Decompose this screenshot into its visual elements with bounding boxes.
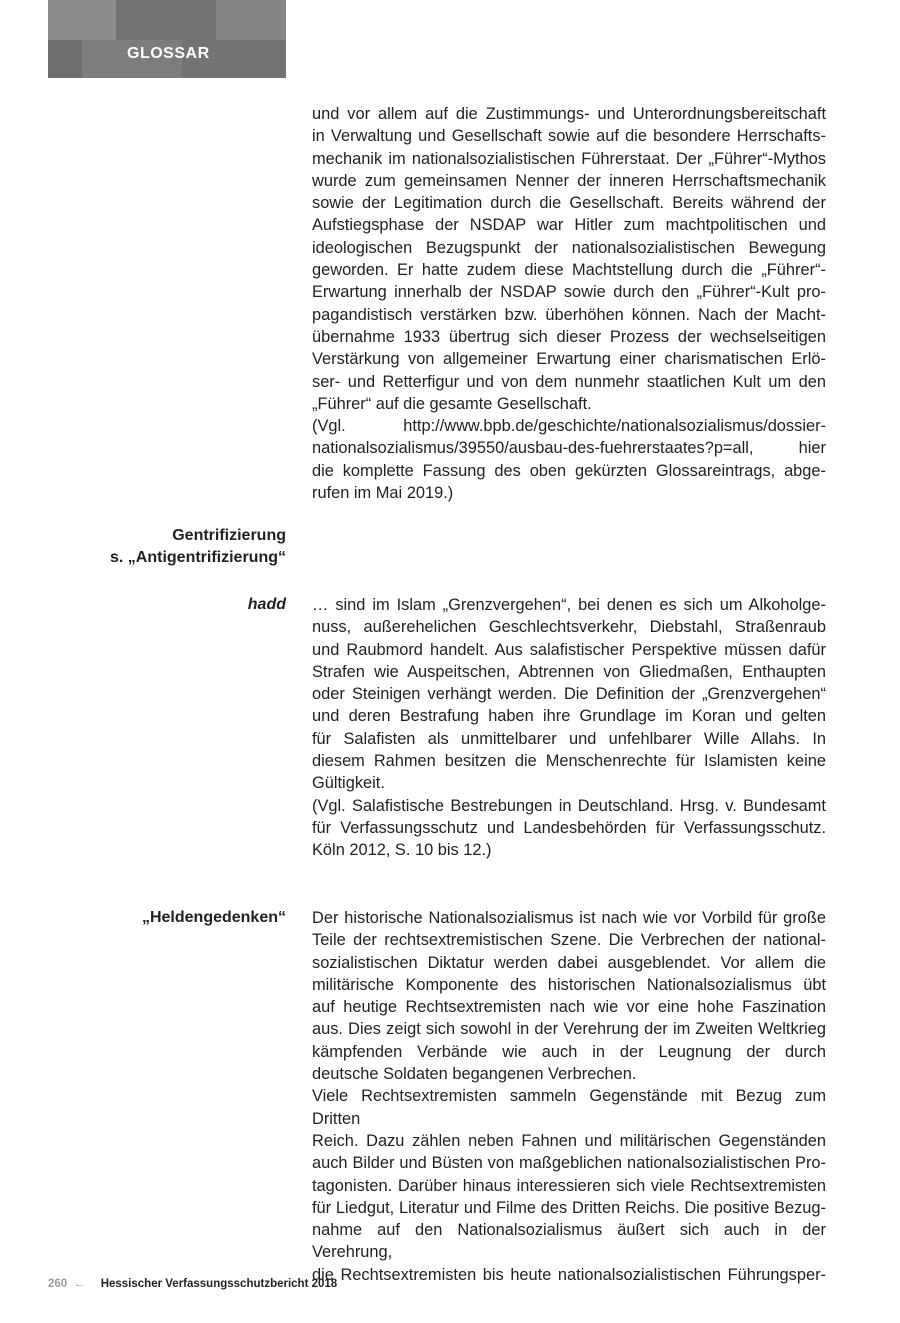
page-number: 260	[48, 1278, 68, 1290]
text-line: mechanik im nationalsozialistischen Führerstaat. Der „Führer“-Mythos	[312, 149, 826, 168]
text-line: für Salafisten als unmittelbarer und unfehlbarer Wille Allahs. In	[312, 729, 826, 748]
text-line: übernahme 1933 übertrug sich dieser Prozess der wechselseitigen	[312, 327, 826, 346]
publication-title: Hessischer Verfassungsschutzbericht 2018	[100, 1278, 338, 1290]
header-pattern-tile	[216, 0, 286, 40]
text-line: sowie der Legitimation durch die Gesellschaft. Bereits während der	[312, 194, 826, 213]
text-line: geworden. Er hatte zudem diese Machtstellung durch die „Führer“-	[312, 261, 826, 280]
text-line: Reich. Dazu zählen neben Fahnen und militärischen Gegenständen	[312, 1131, 826, 1150]
text-line: Verstärkung von allgemeiner Erwartung einer charismatischen Erlö-	[312, 350, 826, 369]
term-label: Gentrifizierung	[172, 527, 286, 544]
text-line: in Verwaltung und Gesellschaft sowie auf die besondere Herrschafts-	[312, 127, 826, 146]
header-pattern-tile	[48, 0, 116, 40]
text-line: Erwartung innerhalb der NSDAP sowie durch den „Führer“-Kult pro-	[312, 283, 826, 302]
entry-fuehrer-continuation	[312, 103, 826, 504]
text-line: rufen im Mai 2019.)	[312, 484, 454, 503]
section-title: GLOSSAR	[127, 45, 210, 62]
text-line: wurde zum gemeinsamen Nenner der inneren Herrschaftsmechanik	[312, 171, 826, 190]
term-crossref: s. „Antigentrifizierung“	[110, 549, 286, 567]
text-line: pagandistisch verstärken bzw. überhöhen können. Nach der Macht-	[312, 305, 826, 324]
text-line: die komplette Fassung des oben gekürzten Glossareintrags, abge-	[312, 461, 826, 480]
page-footer	[48, 1278, 337, 1290]
text-line: … sind im Islam „Grenzvergehen“, bei denen es sich um Alkoholge-	[312, 596, 826, 614]
header-pattern-tile	[116, 0, 216, 40]
text-line: Viele Rechtsextremisten sammeln Gegenstände mit Bezug zum Dritten	[312, 1087, 826, 1128]
text-line: „Führer“ auf die gesamte Gesellschaft.	[312, 394, 592, 413]
text-line: für Liedgut, Literatur und Filme des Dritten Reichs. Die positive Bezug-	[312, 1198, 826, 1217]
text-line: ser- und Retterfigur und von dem nunmehr staatlichen Kult um den	[312, 372, 826, 391]
glossary-term-gentrifizierung	[40, 525, 286, 570]
text-line: Aufstiegsphase der NSDAP war Hitler zum machtpolitischen und	[312, 216, 826, 235]
text-line: auf heutige Rechtsextremisten nach wie vor eine hohe Faszination	[312, 998, 826, 1017]
text-line: aus. Dies zeigt sich sowohl in der Verehrung der im Zweiten Weltkrieg	[312, 1020, 826, 1039]
header-pattern-tile	[48, 40, 82, 78]
text-line: sozialistischen Diktatur werden dabei ausgeblendet. Vor allem die	[312, 953, 826, 972]
left-arrow-icon: ←	[73, 1278, 85, 1290]
text-line: nationalsozialismus/39550/ausbau-des-fuehrerstaates?p=all, hier	[312, 439, 826, 458]
text-line: und Raubmord handelt. Aus salafistischer Perspektive müssen dafür	[312, 640, 826, 659]
text-line: (Vgl. Salafistische Bestrebungen in Deutschland. Hrsg. v. Bundesamt	[312, 796, 826, 815]
text-line: Köln 2012, S. 10 bis 12.)	[312, 841, 492, 860]
text-line: ideologischen Bezugspunkt der nationalsozialistischen Bewegung	[312, 238, 826, 257]
text-line: die Rechtsextremisten bis heute nationalsozialistischen Führungsper-	[312, 1265, 826, 1284]
text-line: für Verfassungsschutz und Landesbehörden für Verfassungsschutz.	[312, 818, 826, 837]
text-line: deutsche Soldaten begangenen Verbrechen.	[312, 1065, 637, 1084]
text-line: tagonisten. Darüber hinaus interessieren sich viele Rechtsextremisten	[312, 1176, 826, 1195]
text-line: (Vgl. http://www.bpb.de/geschichte/nationalsozialismus/dossier-	[312, 417, 826, 436]
text-line: diesem Rahmen besitzen die Menschenrechte für Islamisten keine	[312, 752, 826, 771]
text-line: nuss, außerehelichen Geschlechtsverkehr, Diebstahl, Straßenraub	[312, 618, 826, 637]
text-line: und deren Bestrafung haben ihre Grundlage im Koran und gelten	[312, 707, 826, 726]
text-line: oder Steinigen verhängt werden. Die Definition der „Grenzvergehen“	[312, 685, 826, 704]
text-line: Strafen wie Auspeitschen, Abtrennen von Gliedmaßen, Enthaupten	[312, 662, 826, 681]
text-line: kämpfenden Verbände wie auch in der Leugnung der durch	[312, 1042, 826, 1061]
text-line: militärische Komponente des historischen Nationalsozialismus übt	[312, 975, 826, 994]
text-line: und vor allem auf die Zustimmungs- und Unterordnungsbereitschaft	[312, 105, 826, 123]
entry-hadd-definition	[312, 594, 826, 862]
section-header-tab	[48, 0, 286, 78]
text-line: auch Bilder und Büsten von maßgeblichen nationalsozialistischen Pro-	[312, 1154, 826, 1173]
text-line: nahme auf den Nationalsozialismus äußert sich auch in der Verehrung,	[312, 1221, 826, 1262]
text-line: Der historische Nationalsozialismus ist nach wie vor Vorbild für große	[312, 909, 826, 927]
glossary-term-hadd: hadd	[247, 596, 286, 613]
entry-heldengedenken-definition	[312, 907, 826, 1286]
glossary-term-heldengedenken: „Heldengedenken“	[141, 909, 286, 926]
text-line: Gültigkeit.	[312, 774, 385, 793]
text-line: Teile der rechtsextremistischen Szene. Die Verbrechen der national-	[312, 931, 826, 950]
